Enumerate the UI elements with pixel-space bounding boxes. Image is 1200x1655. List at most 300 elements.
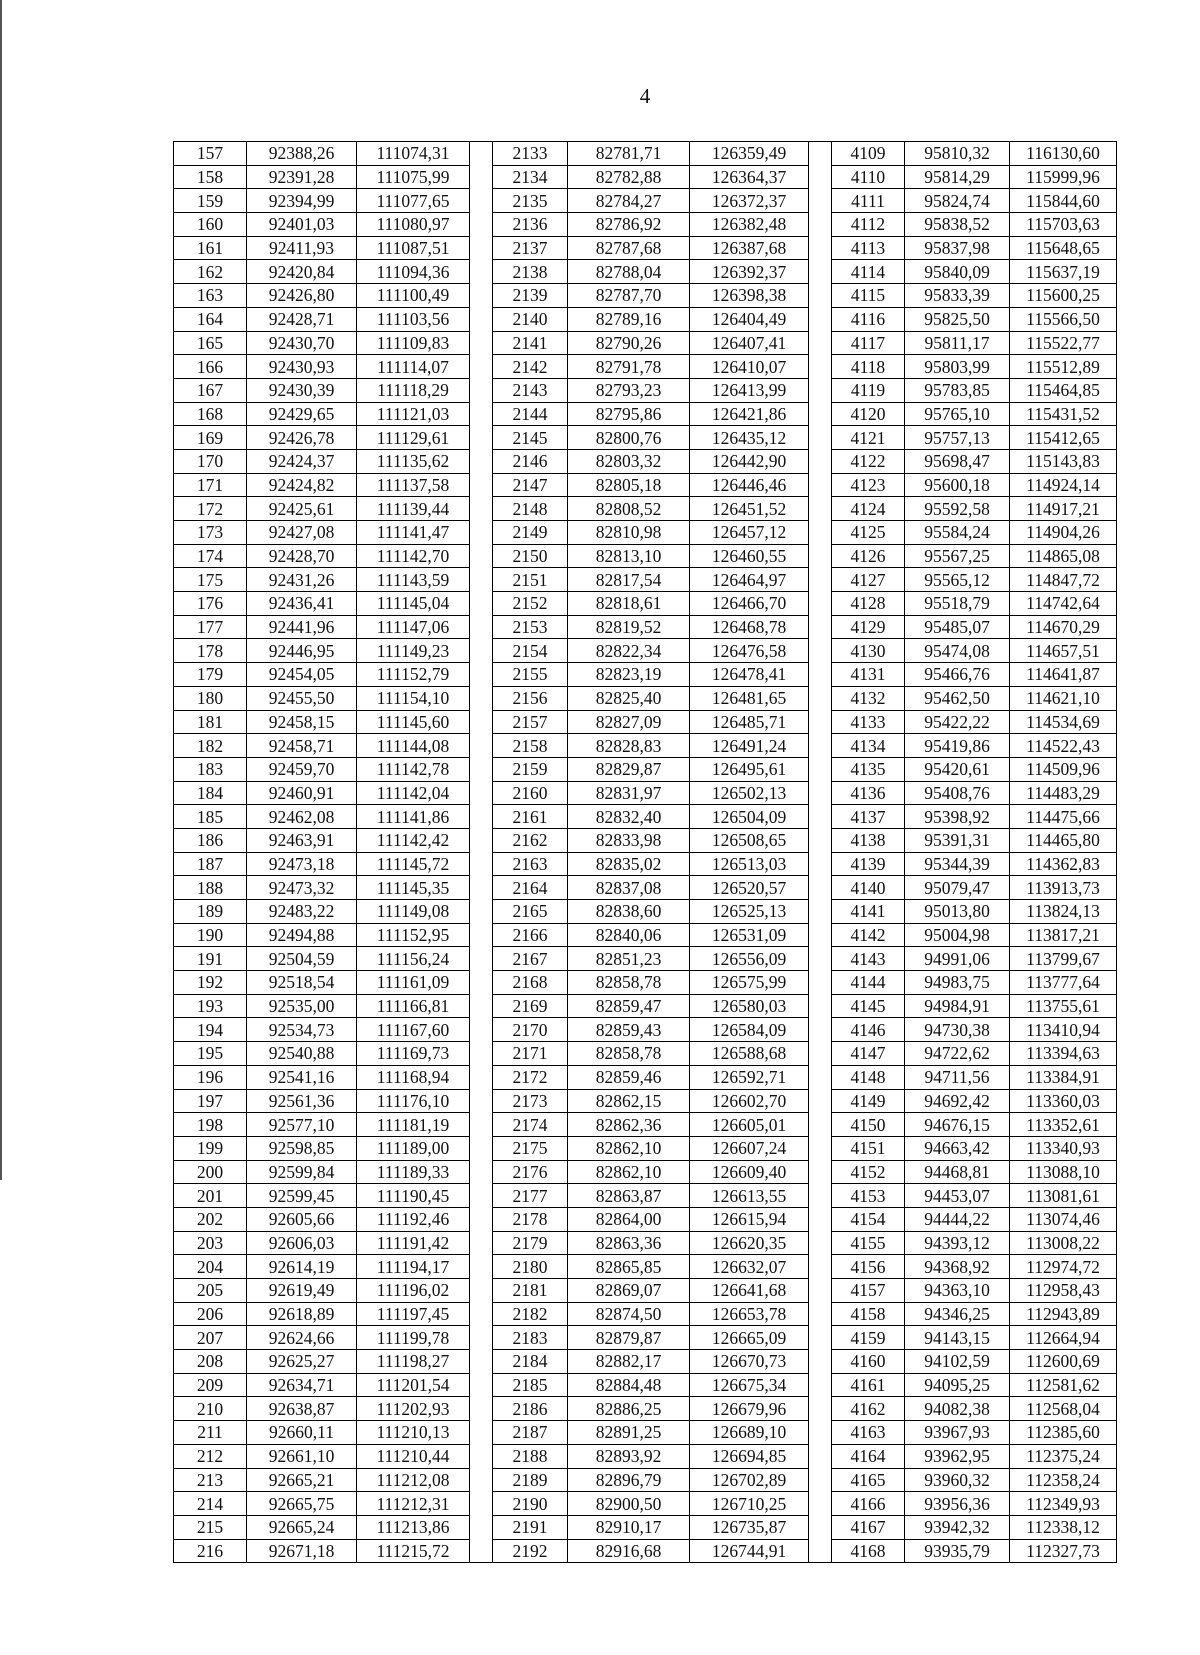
point-number-cell: 4145 <box>832 994 905 1018</box>
y-coordinate-cell: 111145,04 <box>357 592 470 616</box>
y-coordinate-cell: 111212,31 <box>357 1492 470 1516</box>
point-number-cell: 2190 <box>493 1492 568 1516</box>
y-coordinate-cell: 111176,10 <box>357 1089 470 1113</box>
y-coordinate-cell: 111199,78 <box>357 1326 470 1350</box>
x-coordinate-cell: 82825,40 <box>568 686 690 710</box>
y-coordinate-cell: 126466,70 <box>690 592 809 616</box>
x-coordinate-cell: 95419,86 <box>905 734 1010 758</box>
x-coordinate-cell: 82910,17 <box>568 1515 690 1539</box>
y-coordinate-cell: 126446,46 <box>690 473 809 497</box>
point-number-cell: 189 <box>174 900 247 924</box>
column-group-separator <box>809 142 832 166</box>
point-number-cell: 4125 <box>832 521 905 545</box>
x-coordinate-cell: 82858,78 <box>568 1042 690 1066</box>
column-group-separator <box>809 236 832 260</box>
point-number-cell: 2181 <box>493 1279 568 1303</box>
y-coordinate-cell: 111210,44 <box>357 1444 470 1468</box>
column-group-separator <box>809 1373 832 1397</box>
y-coordinate-cell: 111198,27 <box>357 1350 470 1374</box>
y-coordinate-cell: 111114,07 <box>357 355 470 379</box>
table-row <box>174 1373 1117 1397</box>
y-coordinate-cell: 126556,09 <box>690 947 809 971</box>
x-coordinate-cell: 92541,16 <box>247 1065 357 1089</box>
point-number-cell: 4158 <box>832 1302 905 1326</box>
table-row <box>174 1444 1117 1468</box>
column-group-separator <box>470 828 493 852</box>
point-number-cell: 4140 <box>832 876 905 900</box>
y-coordinate-cell: 111189,33 <box>357 1160 470 1184</box>
y-coordinate-cell: 111154,10 <box>357 686 470 710</box>
point-number-cell: 4143 <box>832 947 905 971</box>
y-coordinate-cell: 111149,23 <box>357 639 470 663</box>
x-coordinate-cell: 82800,76 <box>568 426 690 450</box>
x-coordinate-cell: 82874,50 <box>568 1302 690 1326</box>
point-number-cell: 4159 <box>832 1326 905 1350</box>
column-group-separator <box>809 1018 832 1042</box>
column-group-separator <box>470 1279 493 1303</box>
column-group-separator <box>470 876 493 900</box>
column-group-separator <box>809 497 832 521</box>
column-group-separator <box>809 1136 832 1160</box>
x-coordinate-cell: 95079,47 <box>905 876 1010 900</box>
y-coordinate-cell: 126410,07 <box>690 355 809 379</box>
point-number-cell: 4129 <box>832 615 905 639</box>
column-group-separator <box>809 331 832 355</box>
point-number-cell: 4114 <box>832 260 905 284</box>
point-number-cell: 2172 <box>493 1065 568 1089</box>
x-coordinate-cell: 82835,02 <box>568 852 690 876</box>
x-coordinate-cell: 82859,47 <box>568 994 690 1018</box>
x-coordinate-cell: 92518,54 <box>247 971 357 995</box>
y-coordinate-cell: 126372,37 <box>690 189 809 213</box>
y-coordinate-cell: 111142,78 <box>357 757 470 781</box>
point-number-cell: 4166 <box>832 1492 905 1516</box>
x-coordinate-cell: 92540,88 <box>247 1042 357 1066</box>
y-coordinate-cell: 126481,65 <box>690 686 809 710</box>
y-coordinate-cell: 126491,24 <box>690 734 809 758</box>
column-group-separator <box>809 284 832 308</box>
table-row <box>174 639 1117 663</box>
point-number-cell: 4111 <box>832 189 905 213</box>
column-group-separator <box>470 852 493 876</box>
point-number-cell: 2158 <box>493 734 568 758</box>
point-number-cell: 2167 <box>493 947 568 971</box>
y-coordinate-cell: 113777,64 <box>1010 971 1117 995</box>
point-number-cell: 4119 <box>832 378 905 402</box>
y-coordinate-cell: 112327,73 <box>1010 1539 1117 1563</box>
y-coordinate-cell: 126404,49 <box>690 307 809 331</box>
x-coordinate-cell: 92634,71 <box>247 1373 357 1397</box>
x-coordinate-cell: 95013,80 <box>905 900 1010 924</box>
point-number-cell: 2145 <box>493 426 568 450</box>
y-coordinate-cell: 126710,25 <box>690 1492 809 1516</box>
x-coordinate-cell: 82823,19 <box>568 663 690 687</box>
column-group-separator <box>809 1089 832 1113</box>
y-coordinate-cell: 113340,93 <box>1010 1136 1117 1160</box>
point-number-cell: 215 <box>174 1515 247 1539</box>
point-number-cell: 4148 <box>832 1065 905 1089</box>
column-group-separator <box>809 1279 832 1303</box>
y-coordinate-cell: 112385,60 <box>1010 1421 1117 1445</box>
point-number-cell: 180 <box>174 686 247 710</box>
point-number-cell: 4146 <box>832 1018 905 1042</box>
y-coordinate-cell: 126460,55 <box>690 544 809 568</box>
point-number-cell: 4139 <box>832 852 905 876</box>
point-number-cell: 2171 <box>493 1042 568 1066</box>
table-row <box>174 805 1117 829</box>
y-coordinate-cell: 111100,49 <box>357 284 470 308</box>
column-group-separator <box>470 1042 493 1066</box>
column-group-separator <box>470 1326 493 1350</box>
y-coordinate-cell: 112943,89 <box>1010 1302 1117 1326</box>
y-coordinate-cell: 114621,10 <box>1010 686 1117 710</box>
y-coordinate-cell: 126476,58 <box>690 639 809 663</box>
column-group-separator <box>470 663 493 687</box>
x-coordinate-cell: 82810,98 <box>568 521 690 545</box>
y-coordinate-cell: 126694,85 <box>690 1444 809 1468</box>
point-number-cell: 4167 <box>832 1515 905 1539</box>
table-row <box>174 1207 1117 1231</box>
point-number-cell: 4160 <box>832 1350 905 1374</box>
column-group-separator <box>809 876 832 900</box>
column-group-separator <box>470 260 493 284</box>
point-number-cell: 4128 <box>832 592 905 616</box>
x-coordinate-cell: 95344,39 <box>905 852 1010 876</box>
column-group-separator <box>470 1492 493 1516</box>
x-coordinate-cell: 82808,52 <box>568 497 690 521</box>
y-coordinate-cell: 115703,63 <box>1010 213 1117 237</box>
point-number-cell: 4116 <box>832 307 905 331</box>
x-coordinate-cell: 92665,75 <box>247 1492 357 1516</box>
x-coordinate-cell: 95783,85 <box>905 378 1010 402</box>
y-coordinate-cell: 115999,96 <box>1010 165 1117 189</box>
table-row <box>174 971 1117 995</box>
point-number-cell: 2143 <box>493 378 568 402</box>
point-number-cell: 4121 <box>832 426 905 450</box>
y-coordinate-cell: 126442,90 <box>690 449 809 473</box>
x-coordinate-cell: 92388,26 <box>247 142 357 166</box>
point-number-cell: 4149 <box>832 1089 905 1113</box>
x-coordinate-cell: 92460,91 <box>247 781 357 805</box>
x-coordinate-cell: 95814,29 <box>905 165 1010 189</box>
x-coordinate-cell: 82896,79 <box>568 1468 690 1492</box>
point-number-cell: 2154 <box>493 639 568 663</box>
column-group-separator <box>470 1421 493 1445</box>
column-group-separator <box>809 900 832 924</box>
x-coordinate-cell: 95840,09 <box>905 260 1010 284</box>
column-group-separator <box>470 1539 493 1563</box>
x-coordinate-cell: 92625,27 <box>247 1350 357 1374</box>
point-number-cell: 205 <box>174 1279 247 1303</box>
x-coordinate-cell: 94663,42 <box>905 1136 1010 1160</box>
point-number-cell: 4120 <box>832 402 905 426</box>
point-number-cell: 174 <box>174 544 247 568</box>
x-coordinate-cell: 95398,92 <box>905 805 1010 829</box>
y-coordinate-cell: 126387,68 <box>690 236 809 260</box>
x-coordinate-cell: 82822,34 <box>568 639 690 663</box>
y-coordinate-cell: 112375,24 <box>1010 1444 1117 1468</box>
y-coordinate-cell: 111137,58 <box>357 473 470 497</box>
x-coordinate-cell: 82795,86 <box>568 402 690 426</box>
point-number-cell: 4168 <box>832 1539 905 1563</box>
x-coordinate-cell: 94984,91 <box>905 994 1010 1018</box>
y-coordinate-cell: 111152,79 <box>357 663 470 687</box>
x-coordinate-cell: 82818,61 <box>568 592 690 616</box>
x-coordinate-cell: 82784,27 <box>568 189 690 213</box>
point-number-cell: 2139 <box>493 284 568 308</box>
y-coordinate-cell: 126504,09 <box>690 805 809 829</box>
point-number-cell: 172 <box>174 497 247 521</box>
point-number-cell: 157 <box>174 142 247 166</box>
point-number-cell: 2150 <box>493 544 568 568</box>
x-coordinate-cell: 82851,23 <box>568 947 690 971</box>
x-coordinate-cell: 95420,61 <box>905 757 1010 781</box>
y-coordinate-cell: 111142,42 <box>357 828 470 852</box>
y-coordinate-cell: 126602,70 <box>690 1089 809 1113</box>
table-row <box>174 710 1117 734</box>
table-row <box>174 1255 1117 1279</box>
column-group-separator <box>470 1207 493 1231</box>
y-coordinate-cell: 115464,85 <box>1010 378 1117 402</box>
column-group-separator <box>470 307 493 331</box>
y-coordinate-cell: 111156,24 <box>357 947 470 971</box>
point-number-cell: 2144 <box>493 402 568 426</box>
y-coordinate-cell: 111142,04 <box>357 781 470 805</box>
x-coordinate-cell: 92614,19 <box>247 1255 357 1279</box>
x-coordinate-cell: 92458,71 <box>247 734 357 758</box>
y-coordinate-cell: 114522,43 <box>1010 734 1117 758</box>
y-coordinate-cell: 113352,61 <box>1010 1113 1117 1137</box>
point-number-cell: 188 <box>174 876 247 900</box>
point-number-cell: 4163 <box>832 1421 905 1445</box>
y-coordinate-cell: 126679,96 <box>690 1397 809 1421</box>
y-coordinate-cell: 126670,73 <box>690 1350 809 1374</box>
x-coordinate-cell: 92661,10 <box>247 1444 357 1468</box>
column-group-separator <box>809 757 832 781</box>
point-number-cell: 176 <box>174 592 247 616</box>
column-group-separator <box>470 1089 493 1113</box>
x-coordinate-cell: 94468,81 <box>905 1160 1010 1184</box>
y-coordinate-cell: 112349,93 <box>1010 1492 1117 1516</box>
column-group-separator <box>470 1018 493 1042</box>
y-coordinate-cell: 115143,83 <box>1010 449 1117 473</box>
table-row <box>174 1136 1117 1160</box>
column-group-separator <box>470 1255 493 1279</box>
table-row <box>174 426 1117 450</box>
column-group-separator <box>470 900 493 924</box>
point-number-cell: 165 <box>174 331 247 355</box>
point-number-cell: 2162 <box>493 828 568 852</box>
x-coordinate-cell: 95824,74 <box>905 189 1010 213</box>
column-group-separator <box>809 947 832 971</box>
column-group-separator <box>470 923 493 947</box>
x-coordinate-cell: 82862,10 <box>568 1136 690 1160</box>
x-coordinate-cell: 92671,18 <box>247 1539 357 1563</box>
point-number-cell: 2148 <box>493 497 568 521</box>
x-coordinate-cell: 92394,99 <box>247 189 357 213</box>
y-coordinate-cell: 114475,66 <box>1010 805 1117 829</box>
point-number-cell: 216 <box>174 1539 247 1563</box>
y-coordinate-cell: 113913,73 <box>1010 876 1117 900</box>
table-row <box>174 521 1117 545</box>
y-coordinate-cell: 111141,86 <box>357 805 470 829</box>
point-number-cell: 4161 <box>832 1373 905 1397</box>
point-number-cell: 2151 <box>493 568 568 592</box>
point-number-cell: 191 <box>174 947 247 971</box>
table-row <box>174 1421 1117 1445</box>
column-group-separator <box>809 213 832 237</box>
y-coordinate-cell: 126592,71 <box>690 1065 809 1089</box>
point-number-cell: 198 <box>174 1113 247 1137</box>
column-group-separator <box>809 663 832 687</box>
point-number-cell: 167 <box>174 378 247 402</box>
point-number-cell: 2137 <box>493 236 568 260</box>
point-number-cell: 4112 <box>832 213 905 237</box>
y-coordinate-cell: 114865,08 <box>1010 544 1117 568</box>
column-group-separator <box>809 639 832 663</box>
point-number-cell: 178 <box>174 639 247 663</box>
point-number-cell: 4117 <box>832 331 905 355</box>
y-coordinate-cell: 126653,78 <box>690 1302 809 1326</box>
y-coordinate-cell: 112958,43 <box>1010 1279 1117 1303</box>
point-number-cell: 171 <box>174 473 247 497</box>
column-group-separator <box>470 1065 493 1089</box>
x-coordinate-cell: 92428,71 <box>247 307 357 331</box>
x-coordinate-cell: 92473,18 <box>247 852 357 876</box>
point-number-cell: 182 <box>174 734 247 758</box>
column-group-separator <box>470 568 493 592</box>
table-row <box>174 331 1117 355</box>
y-coordinate-cell: 112664,94 <box>1010 1326 1117 1350</box>
table-row <box>174 1397 1117 1421</box>
x-coordinate-cell: 94444,22 <box>905 1207 1010 1231</box>
x-coordinate-cell: 92561,36 <box>247 1089 357 1113</box>
column-group-separator <box>470 1184 493 1208</box>
x-coordinate-cell: 82862,10 <box>568 1160 690 1184</box>
point-number-cell: 214 <box>174 1492 247 1516</box>
point-number-cell: 187 <box>174 852 247 876</box>
column-group-separator <box>809 544 832 568</box>
column-group-separator <box>809 1065 832 1089</box>
x-coordinate-cell: 92424,37 <box>247 449 357 473</box>
x-coordinate-cell: 92483,22 <box>247 900 357 924</box>
column-group-separator <box>470 639 493 663</box>
table-row <box>174 1184 1117 1208</box>
x-coordinate-cell: 95838,52 <box>905 213 1010 237</box>
point-number-cell: 2188 <box>493 1444 568 1468</box>
column-group-separator <box>470 544 493 568</box>
point-number-cell: 4162 <box>832 1397 905 1421</box>
table-row <box>174 544 1117 568</box>
column-group-separator <box>809 189 832 213</box>
column-group-separator <box>809 1207 832 1231</box>
y-coordinate-cell: 111168,94 <box>357 1065 470 1089</box>
column-group-separator <box>809 615 832 639</box>
y-coordinate-cell: 112600,69 <box>1010 1350 1117 1374</box>
table-row <box>174 142 1117 166</box>
x-coordinate-cell: 93942,32 <box>905 1515 1010 1539</box>
table-row <box>174 497 1117 521</box>
point-number-cell: 4132 <box>832 686 905 710</box>
point-number-cell: 204 <box>174 1255 247 1279</box>
y-coordinate-cell: 126468,78 <box>690 615 809 639</box>
point-number-cell: 2159 <box>493 757 568 781</box>
y-coordinate-cell: 113755,61 <box>1010 994 1117 1018</box>
column-group-separator <box>809 1302 832 1326</box>
column-group-separator <box>809 1113 832 1137</box>
table-row <box>174 663 1117 687</box>
x-coordinate-cell: 82831,97 <box>568 781 690 805</box>
y-coordinate-cell: 111202,93 <box>357 1397 470 1421</box>
point-number-cell: 4113 <box>832 236 905 260</box>
y-coordinate-cell: 126502,13 <box>690 781 809 805</box>
column-group-separator <box>470 686 493 710</box>
y-coordinate-cell: 111103,56 <box>357 307 470 331</box>
point-number-cell: 4124 <box>832 497 905 521</box>
x-coordinate-cell: 92428,70 <box>247 544 357 568</box>
point-number-cell: 2173 <box>493 1089 568 1113</box>
column-group-separator <box>809 734 832 758</box>
x-coordinate-cell: 82813,10 <box>568 544 690 568</box>
point-number-cell: 200 <box>174 1160 247 1184</box>
y-coordinate-cell: 112338,12 <box>1010 1515 1117 1539</box>
column-group-separator <box>809 1350 832 1374</box>
x-coordinate-cell: 92618,89 <box>247 1302 357 1326</box>
y-coordinate-cell: 113384,91 <box>1010 1065 1117 1089</box>
y-coordinate-cell: 126744,91 <box>690 1539 809 1563</box>
point-number-cell: 4130 <box>832 639 905 663</box>
column-group-separator <box>809 1255 832 1279</box>
point-number-cell: 4137 <box>832 805 905 829</box>
column-group-separator <box>470 142 493 166</box>
point-number-cell: 4147 <box>832 1042 905 1066</box>
x-coordinate-cell: 92606,03 <box>247 1231 357 1255</box>
column-group-separator <box>470 355 493 379</box>
y-coordinate-cell: 126508,65 <box>690 828 809 852</box>
point-number-cell: 202 <box>174 1207 247 1231</box>
y-coordinate-cell: 111145,60 <box>357 710 470 734</box>
point-number-cell: 2140 <box>493 307 568 331</box>
table-row <box>174 284 1117 308</box>
x-coordinate-cell: 92430,70 <box>247 331 357 355</box>
x-coordinate-cell: 82805,18 <box>568 473 690 497</box>
x-coordinate-cell: 94730,38 <box>905 1018 1010 1042</box>
y-coordinate-cell: 115566,50 <box>1010 307 1117 331</box>
point-number-cell: 2179 <box>493 1231 568 1255</box>
table-row <box>174 1089 1117 1113</box>
column-group-separator <box>809 402 832 426</box>
y-coordinate-cell: 114742,64 <box>1010 592 1117 616</box>
x-coordinate-cell: 94692,42 <box>905 1089 1010 1113</box>
x-coordinate-cell: 92504,59 <box>247 947 357 971</box>
y-coordinate-cell: 111213,86 <box>357 1515 470 1539</box>
y-coordinate-cell: 126464,97 <box>690 568 809 592</box>
x-coordinate-cell: 82837,08 <box>568 876 690 900</box>
y-coordinate-cell: 126609,40 <box>690 1160 809 1184</box>
x-coordinate-cell: 92598,85 <box>247 1136 357 1160</box>
y-coordinate-cell: 126615,94 <box>690 1207 809 1231</box>
y-coordinate-cell: 111215,72 <box>357 1539 470 1563</box>
x-coordinate-cell: 82833,98 <box>568 828 690 852</box>
column-group-separator <box>470 402 493 426</box>
point-number-cell: 2166 <box>493 923 568 947</box>
point-number-cell: 177 <box>174 615 247 639</box>
y-coordinate-cell: 111147,06 <box>357 615 470 639</box>
y-coordinate-cell: 126451,52 <box>690 497 809 521</box>
column-group-separator <box>809 1539 832 1563</box>
y-coordinate-cell: 111161,09 <box>357 971 470 995</box>
x-coordinate-cell: 92425,61 <box>247 497 357 521</box>
